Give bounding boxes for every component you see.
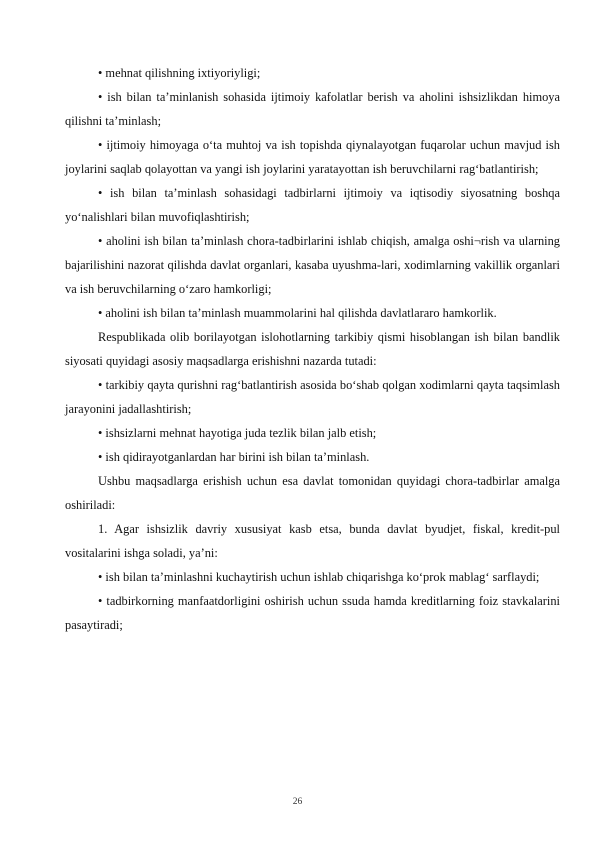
list-item-policy-coordination: • ish bilan ta’minlash sohasidagi tadbirlarni ijtimoiy va iqtisodiy siyosatning boshqa yo‘nalishlari bilan muvofiqlashtirish;	[65, 186, 560, 224]
list-item-investment: • ish bilan ta’minlashni kuchaytirish uchun ishlab chiqarishga ko‘prok mablag‘ sarflaydi;	[98, 570, 540, 584]
list-item-cooperation: • aholini ish bilan ta’minlash chora-tadbirlarini ishlab chiqish, amalga oshi¬rish va ularning bajarilishini nazorat qilishda davlat organlari, kasaba uyushma-lari, xodimlarning vakillik organlari va ish beruvchilarning o‘zaro hamkorligi;	[65, 234, 560, 296]
paragraph-state-measures: Ushbu maqsadlarga erishish uchun esa davlat tomonidan quyidagi chora-tadbirlar amalga oshiriladi:	[65, 474, 560, 512]
page-body	[65, 61, 560, 637]
paragraph-employment-policy: Respublikada olib borilayotgan islohotlarning tarkibiy qismi hisoblangan ish bilan bandlik siyosati quyidagi asosiy maqsadlarga erishishni nazarda tutadi:	[65, 330, 560, 368]
page-number: 26	[292, 797, 303, 807]
list-item-redistribution: • tarkibiy qayta qurishni rag‘batlantirish asosida bo‘shab qolgan xodimlarni qayta taqsimlash jarayonini jadallashtirish;	[65, 378, 560, 416]
list-item-unemployed-engagement: • ishsizlarni mehnat hayotiga juda tezlik bilan jalb etish;	[98, 426, 377, 440]
list-item-social-guarantees: • ish bilan ta’minlanish sohasida ijtimoiy kafolatlar berish va aholini ishsizlikdan himoya qilishni ta’minlash;	[65, 90, 560, 128]
list-item-interest-rates: • tadbirkorning manfaatdorligini oshirish uchun ssuda hamda kreditlarning foiz stavkalarini pasaytiradi;	[65, 594, 560, 632]
list-item-interstate-cooperation: • aholini ish bilan ta’minlash muammolarini hal qilishda davlatlararo hamkorlik.	[98, 306, 497, 320]
numbered-item-1: 1. Agar ishsizlik davriy xususiyat kasb etsa, bunda davlat byudjet, fiskal, kredit-pul vositalarini ishga soladi, ya’ni:	[65, 522, 560, 560]
list-item-job-seekers: • ish qidirayotganlardan har birini ish bilan ta’minlash.	[98, 450, 370, 464]
list-item-voluntary-labor: • mehnat qilishning ixtiyoriyligi;	[98, 66, 261, 80]
list-item-employer-incentives: • ijtimoiy himoyaga o‘ta muhtoj va ish topishda qiynalayotgan fuqarolar uchun mavjud ish joylarini saqlab qolayottan va yangi ish joylarini yaratayottan ish beruvchilarni rag‘batlantirish;	[65, 138, 560, 176]
